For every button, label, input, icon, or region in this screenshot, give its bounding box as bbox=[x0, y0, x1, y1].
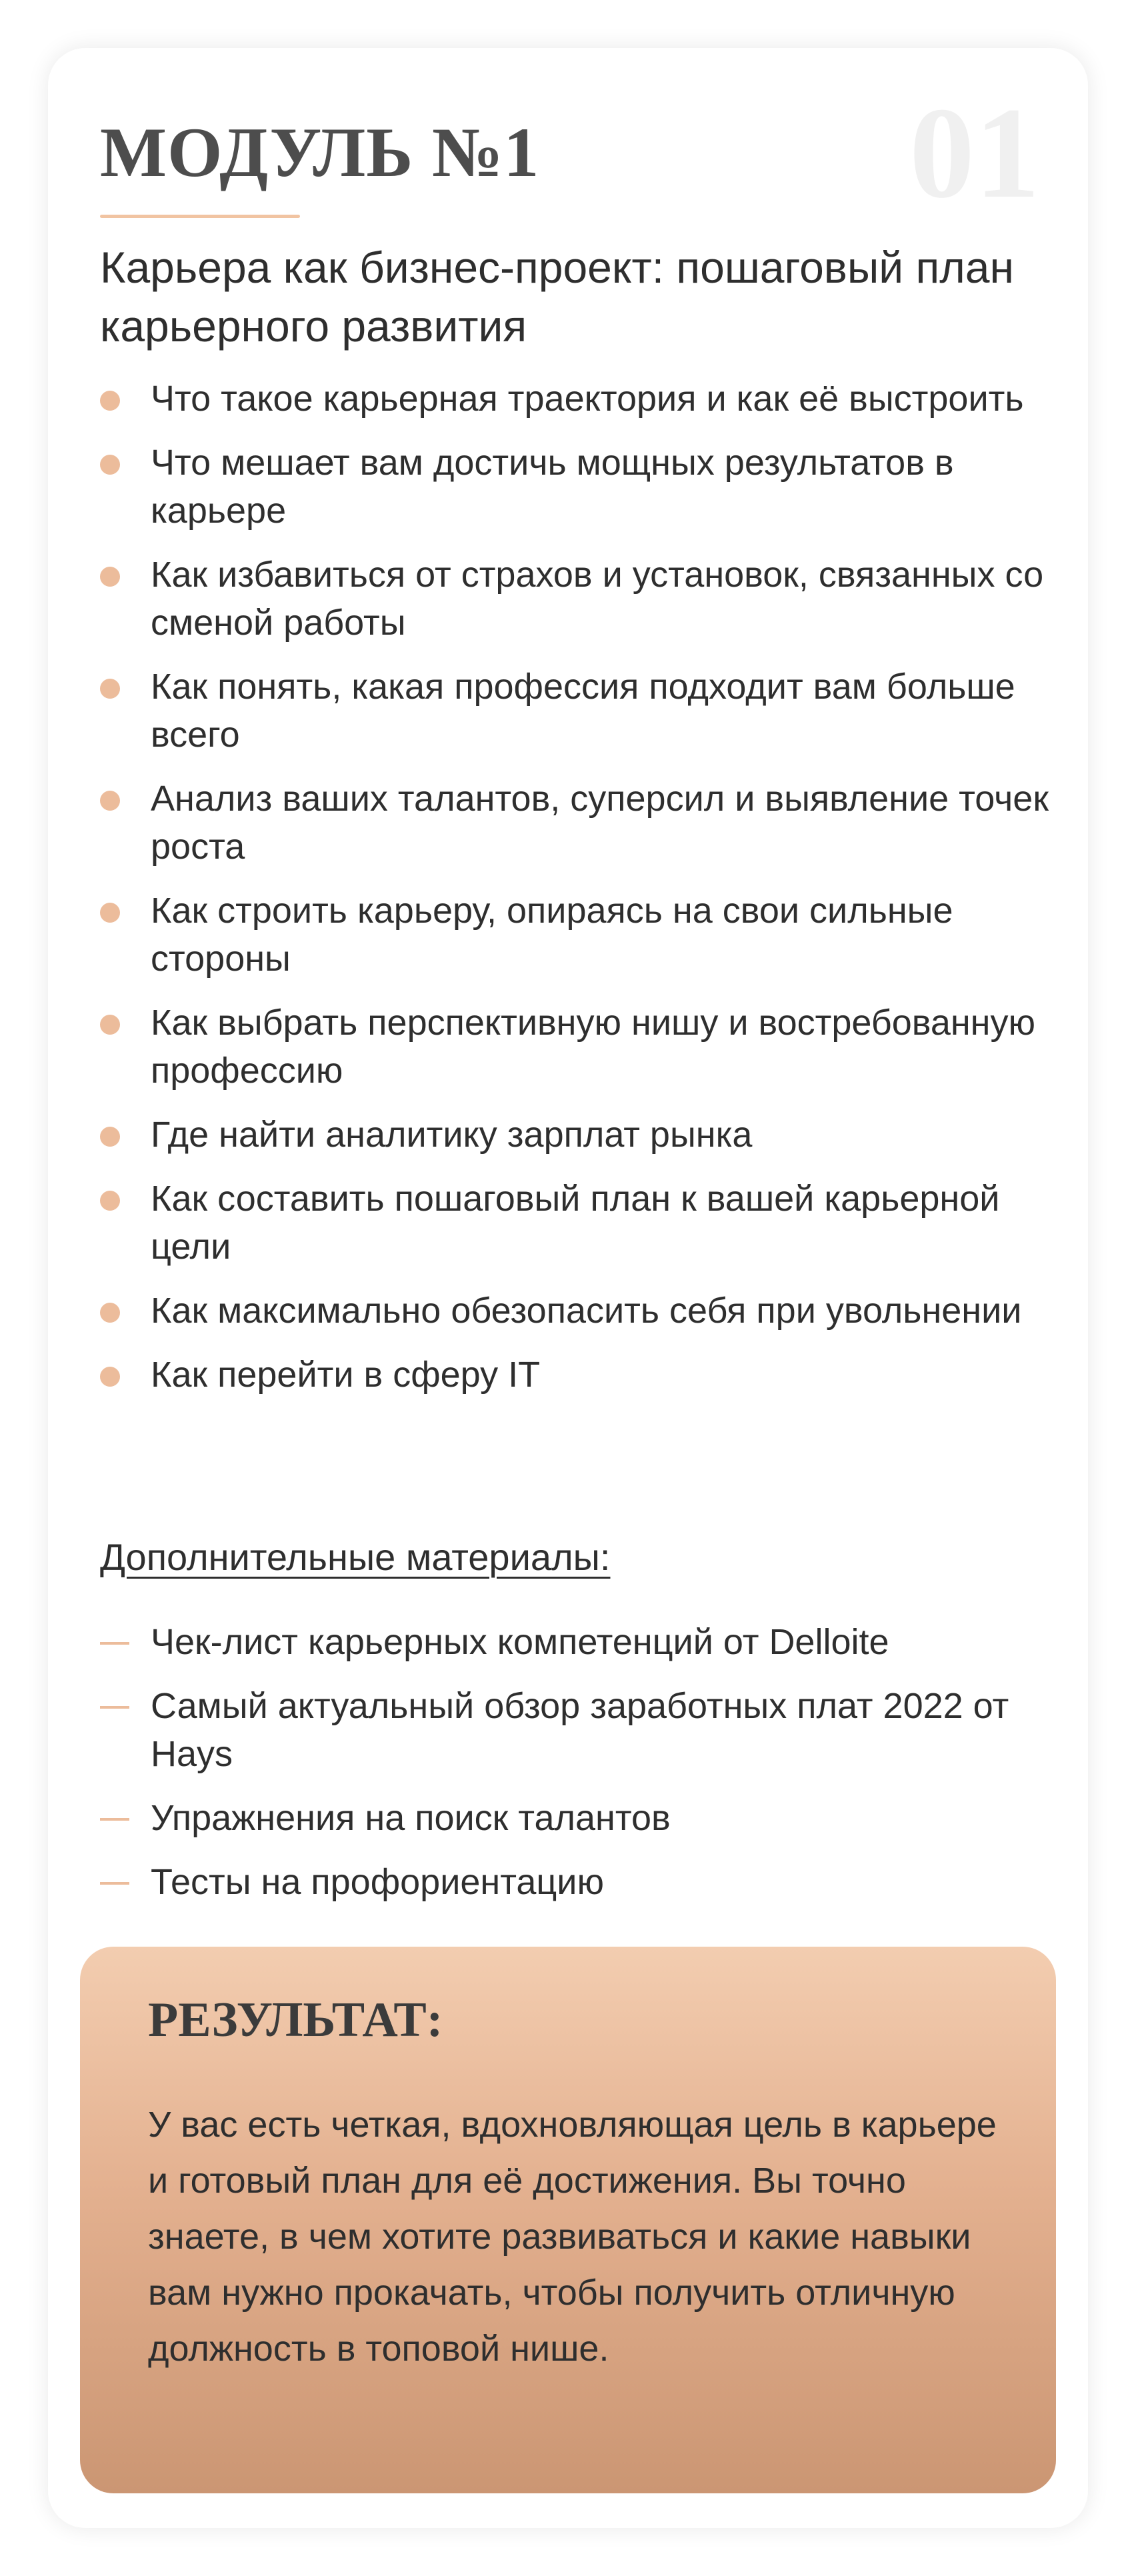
bullet-dot-icon bbox=[100, 679, 120, 699]
topic-item bbox=[100, 663, 1060, 759]
topic-item bbox=[100, 999, 1060, 1095]
result-panel bbox=[80, 1947, 1056, 2493]
topic-item bbox=[100, 439, 1060, 535]
topic-item bbox=[100, 887, 1060, 983]
dash-icon bbox=[100, 1706, 129, 1709]
bullet-dot-icon bbox=[100, 567, 120, 587]
module-title: МОДУЛЬ №1 bbox=[100, 113, 540, 191]
topic-text: Как выбрать перспективную нишу и востребованную профессию bbox=[151, 1003, 1036, 1091]
bullet-dot-icon bbox=[100, 455, 120, 475]
bullet-dot-icon bbox=[100, 1191, 120, 1211]
module-card bbox=[48, 48, 1088, 2528]
bullet-dot-icon bbox=[100, 1367, 120, 1387]
topic-text: Что такое карьерная траектория и как её выстроить bbox=[151, 379, 1024, 419]
module-subtitle: Карьера как бизнес-проект: пошаговый план карьерного развития bbox=[100, 243, 1014, 351]
module-number: 01 bbox=[909, 81, 1040, 225]
topic-item bbox=[100, 775, 1060, 871]
topic-text: Как понять, какая профессия подходит вам больше всего bbox=[151, 667, 1015, 755]
bullet-dot-icon bbox=[100, 1303, 120, 1323]
extra-materials-title: Дополнительные материалы: bbox=[100, 1536, 611, 1578]
topic-item bbox=[100, 375, 1060, 423]
bullet-dot-icon bbox=[100, 391, 120, 411]
topics-list bbox=[100, 375, 1060, 1415]
dash-icon bbox=[100, 1818, 129, 1821]
topic-item bbox=[100, 1351, 1060, 1399]
dash-icon bbox=[100, 1882, 129, 1885]
result-title: РЕЗУЛЬТАТ: bbox=[148, 1993, 443, 2047]
topic-text: Как строить карьеру, опираясь на свои сильные стороны bbox=[151, 891, 953, 979]
topic-text: Как избавиться от страхов и установок, связанных со сменой работы bbox=[151, 555, 1044, 643]
extra-materials-list bbox=[100, 1618, 1073, 1922]
bullet-dot-icon bbox=[100, 1127, 120, 1147]
topic-text: Как составить пошаговый план к вашей карьерной цели bbox=[151, 1179, 1000, 1267]
bullet-dot-icon bbox=[100, 791, 120, 811]
accent-divider bbox=[100, 215, 300, 218]
material-text: Упражнения на поиск талантов bbox=[151, 1798, 671, 1838]
result-text: У вас есть четкая, вдохновляющая цель в карьере и готовый план для её достижения. Вы точно знаете, в чем хотите развиваться и какие навыки вам нужно прокачать, чтобы получить отличную должность в топовой нише. bbox=[148, 2105, 997, 2369]
bullet-dot-icon bbox=[100, 903, 120, 923]
topic-item bbox=[100, 551, 1060, 647]
topic-item bbox=[100, 1111, 1060, 1159]
topic-text: Как перейти в сферу IT bbox=[151, 1355, 541, 1395]
topic-text: Что мешает вам достичь мощных результатов в карьере bbox=[151, 443, 954, 531]
material-text: Самый актуальный обзор заработных плат 2022 от Hays bbox=[151, 1686, 1009, 1774]
topic-text: Где найти аналитику зарплат рынка bbox=[151, 1115, 753, 1155]
material-item bbox=[100, 1682, 1073, 1778]
bullet-dot-icon bbox=[100, 1015, 120, 1035]
material-item bbox=[100, 1858, 1073, 1906]
material-item bbox=[100, 1794, 1073, 1842]
topic-item bbox=[100, 1175, 1060, 1271]
material-item bbox=[100, 1618, 1073, 1666]
dash-icon bbox=[100, 1642, 129, 1645]
material-text: Тесты на профориентацию bbox=[151, 1862, 604, 1902]
topic-text: Анализ ваших талантов, суперсил и выявление точек роста bbox=[151, 779, 1049, 867]
topic-item bbox=[100, 1287, 1060, 1335]
topic-text: Как максимально обезопасить себя при увольнении bbox=[151, 1291, 1022, 1331]
material-text: Чек-лист карьерных компетенций от Delloite bbox=[151, 1622, 889, 1662]
